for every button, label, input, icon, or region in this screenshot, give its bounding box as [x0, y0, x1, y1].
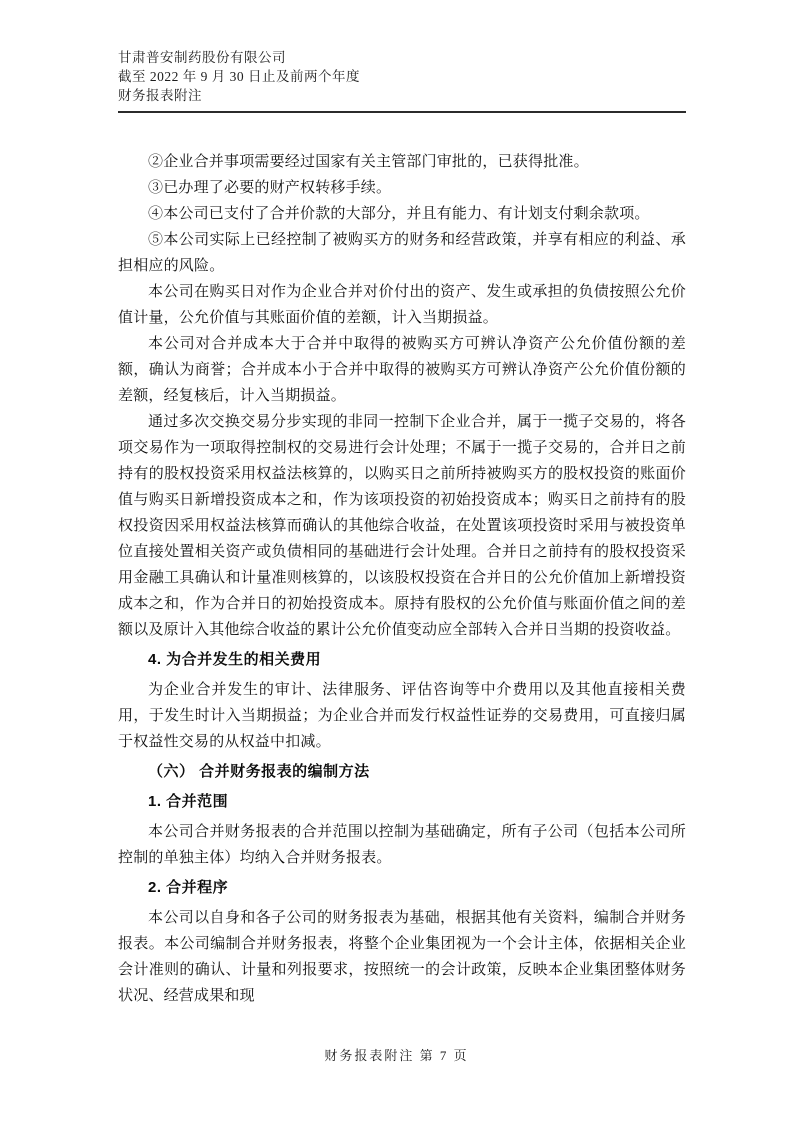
paragraph-fair-value-measurement: 本公司在购买日对作为企业合并对价付出的资产、发生或承担的负债按照公允价值计量，公允价值与其账面价值的差额，计入当期损益。: [118, 284, 686, 326]
page-header: [118, 48, 686, 113]
page-content: [118, 48, 686, 1009]
paragraph-goodwill-recognition: 本公司对合并成本大于合并中取得的被购买方可辨认净资产公允价值份额的差额，确认为商誉；合并成本小于合并中取得的被购买方可辨认净资产公允价值份额的差额，经复核后，计入当期损益。: [118, 336, 686, 404]
paragraph-approval-item-4: ④本公司已支付了合并价款的大部分，并且有能力、有计划支付剩余款项。: [148, 206, 650, 222]
heading-merger-related-costs: 4. 为合并发生的相关费用: [148, 651, 322, 668]
paragraph-scope-detail: 本公司合并财务报表的合并范围以控制为基础确定，所有子公司（包括本公司所控制的单独主体）均纳入合并财务报表。: [118, 824, 686, 866]
header-divider: [118, 111, 686, 113]
paragraph-merger-costs-detail: 为企业合并发生的审计、法律服务、评估咨询等中介费用以及其他直接相关费用，于发生时计入当期损益；为企业合并而发行权益性证券的交易费用，可直接归属于权益性交易的从权益中扣减。: [118, 682, 686, 750]
paragraph-approval-item-3: ③已办理了必要的财产权转移手续。: [148, 180, 392, 196]
heading-consolidation-procedure: 2. 合并程序: [148, 879, 229, 896]
paragraph-approval-item-5: ⑤本公司实际上已经控制了被购买方的财务和经营政策，并享有相应的利益、承担相应的风险。: [118, 232, 686, 274]
page-footer-label: 财务报表附注 第 7 页: [324, 1048, 469, 1063]
heading-consolidation-scope: 1. 合并范围: [148, 793, 229, 810]
header-document-title: 财务报表附注: [118, 88, 202, 103]
document-body: [118, 149, 686, 1009]
header-reporting-period: 截至 2022 年 9 月 30 日止及前两个年度: [118, 69, 360, 84]
paragraph-approval-item-2: ②企业合并事项需要经过国家有关主管部门审批的，已获得批准。: [148, 154, 589, 170]
header-company-name: 甘肃普安制药股份有限公司: [118, 50, 286, 65]
paragraph-procedure-detail: 本公司以自身和各子公司的财务报表为基础，根据其他有关资料，编制合并财务报表。本公司编制合并财务报表，将整个企业集团视为一个会计主体，依据相关企业会计准则的确认、计量和列报要求，按照统一的会计政策，反映本企业集团整体财务状况、经营成果和现: [118, 910, 686, 1004]
heading-consolidation-method: （六） 合并财务报表的编制方法: [148, 763, 370, 780]
paragraph-step-acquisition: 通过多次交换交易分步实现的非同一控制下企业合并，属于一揽子交易的，将各项交易作为一项取得控制权的交易进行会计处理；不属于一揽子交易的，合并日之前持有的股权投资采用权益法核算的，以购买日之前所持被购买方的股权投资的账面价值与购买日新增投资成本之和，作为该项投资的初始投资成本；购买日之前持有的股权投资因采用权益法核算而确认的其他综合收益，在处置该项投资时采用与被投资单位直接处置相关资产或负债相同的基础进行会计处理。合并日之前持有的股权投资采用金融工具确认和计量准则核算的，以该股权投资在合并日的公允价值加上新增投资成本之和，作为合并日的初始投资成本。原持有股权的公允价值与账面价值之间的差额以及原计入其他综合收益的累计公允价值变动应全部转入合并日当期的投资收益。: [118, 414, 686, 638]
